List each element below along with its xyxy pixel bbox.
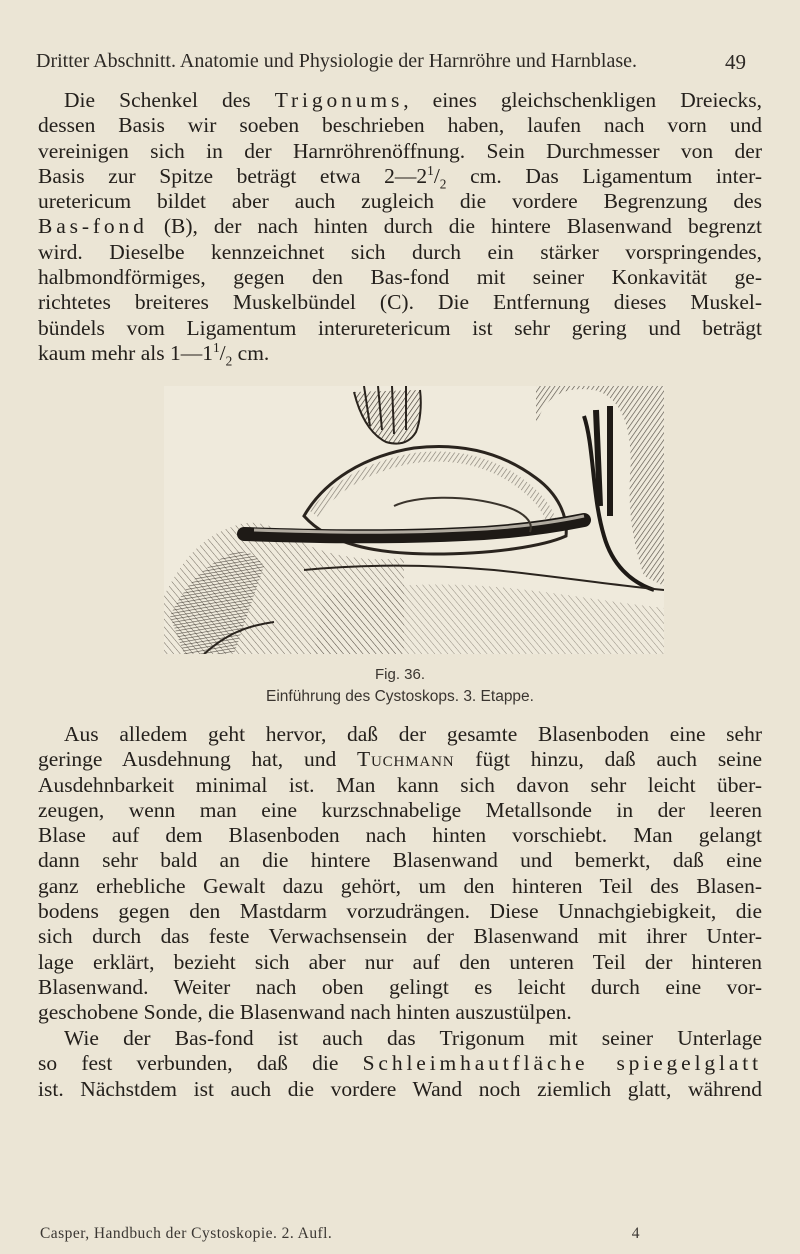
footer-source: Casper, Handbuch der Cystoskopie. 2. Aufl. <box>40 1225 333 1242</box>
text-line: dessen Basis wir soeben beschrieben haben, laufen nach vorn und <box>38 113 762 138</box>
text-line: Wie der Bas-fond ist auch das Trigonum mit seiner Unterlage <box>64 1026 762 1050</box>
text-line: Aus alledem geht hervor, daß der gesamte Blasenboden eine sehr <box>64 722 762 746</box>
text-line: Blasenwand. Weiter nach oben gelingt es leicht durch eine vor- <box>38 974 762 999</box>
running-header <box>36 50 746 74</box>
figure-caption: Einführung des Cystoskops. 3. Etappe. <box>266 688 534 705</box>
paragraph-blasenboden <box>38 722 762 1026</box>
text-line: Blase auf dem Blasenboden nach hinten vorschiebt. Man gelangt <box>38 823 762 848</box>
text-line: lage erklärt, bezieht sich aber nur auf den unteren Teil der hinteren <box>38 949 762 974</box>
text-line: dann sehr bald an die hintere Blasenwand und bemerkt, daß eine <box>38 848 762 873</box>
spaced-phrase: Schleimhautfläche spiegelglatt <box>362 1051 762 1076</box>
running-title: Dritter Abschnitt. Anatomie und Physiologie der Harnröhre und Harnblase. <box>36 50 637 72</box>
text-line: wird. Dieselbe kennzeichnet sich durch ein stärker vorspringendes, <box>38 239 762 264</box>
page-footer <box>40 1225 640 1243</box>
text-line: ganz erhebliche Gewalt dazu gehört, um den hinteren Teil des Blasen- <box>38 873 762 898</box>
author-name-tuchmann: Tuchmann <box>356 747 455 772</box>
anatomical-illustration <box>164 386 664 654</box>
text-line: vereinigen sich in der Harnröhrenöffnung. Sein Durchmesser von der <box>38 138 762 163</box>
text-line: sich durch das feste Verwachsensein der Blasenwand mit ihrer Unter- <box>38 924 762 949</box>
text-line: bündels vom Ligamentum interuretericum ist sehr gering und beträgt <box>38 315 762 340</box>
text-line: richtetes breiteres Muskelbündel (C). Die Entfernung dieses Muskel- <box>38 290 762 315</box>
text-line: Die Schenkel des Trigonums, eines gleichschenkligen Dreiecks, <box>64 88 763 112</box>
text-line: kaum mehr als $1—1^1/_2$ cm. <box>38 339 270 369</box>
text-line: geringe Ausdehnung hat, und Tuchmann fügt hinzu, daß auch seine <box>38 747 762 772</box>
text-line: ist. Nächstdem ist auch die vordere Wand noch ziemlich glatt, während <box>38 1076 762 1101</box>
spaced-term-bas-fond: Bas-fond <box>38 214 148 239</box>
paragraph-trigonum <box>38 88 763 369</box>
text-line: halbmondförmiges, gegen den Bas-fond mit seiner Konkavität ge- <box>38 265 762 290</box>
text-line: bodens gegen den Mastdarm vorzudrängen. Diese Unnachgiebigkeit, die <box>38 899 762 924</box>
page-number: 49 <box>725 50 746 74</box>
text-line: zeugen, wenn man eine kurzschnabelige Metallsonde in der leeren <box>38 797 762 822</box>
text-line: uretericum bildet aber auch zugleich die vordere Begrenzung des <box>38 189 762 214</box>
figure-number: Fig. 36. <box>374 666 426 683</box>
spaced-term-trigonum: Trigonums <box>274 88 404 112</box>
text-line: geschobene Sonde, die Blasenwand nach hinten auszustülpen. <box>38 1000 572 1025</box>
text-line: Bas-fond (B), der nach hinten durch die hintere Blasenwand begrenzt <box>38 214 762 239</box>
text-line: Ausdehnbarkeit minimal ist. Man kann sich davon sehr leicht über- <box>38 772 762 797</box>
paragraph-schleimhaut <box>38 1026 762 1102</box>
text-line: so fest verbunden, daß die Schleimhautfläche spiegelglatt <box>38 1051 762 1076</box>
cystoscope-engraving <box>164 386 664 654</box>
sheet-signature: 4 <box>631 1225 640 1242</box>
text-line: Basis zur Spitze beträgt etwa $2—2^1/_2$ cm. Das Ligamentum inter- <box>38 162 762 192</box>
